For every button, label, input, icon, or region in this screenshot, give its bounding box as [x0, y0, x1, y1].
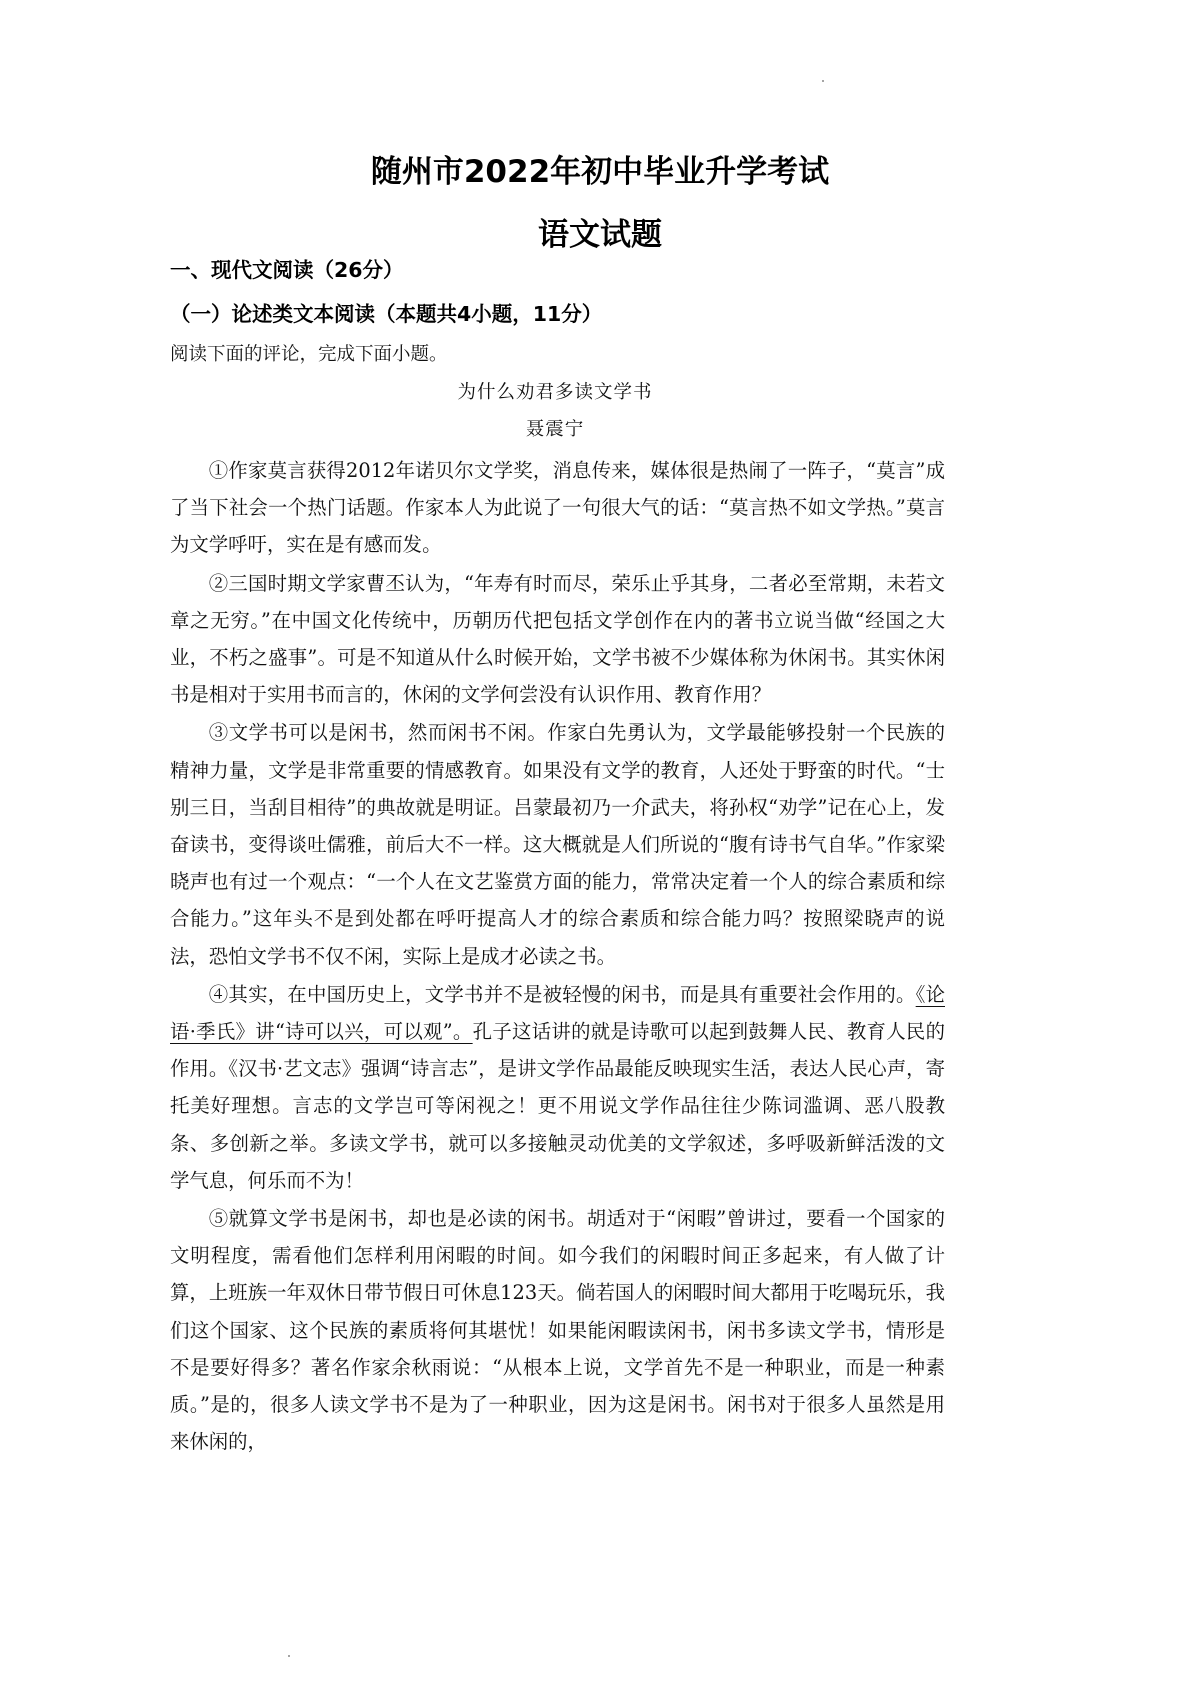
paragraph-5: ⑤就算文学书是闲书，却也是必读的闲书。胡适对于“闲暇”曾讲过，要看一个国家的文明程度，需看他们怎样利用闲暇的时间。如今我们的闲暇时间正多起来，有人做了计算，上班族一年双休日带节假日可休息123天。倘若国人的闲暇时间大都用于吃喝玩乐，我们这个国家、这个民族的素质将何其堪忧！如果能闲暇读闲书，闲书多读文学书，情形是不是要好得多？著名作家余秋雨说：“从根本上说，文学首先不是一种职业，而是一种素质。”是的，很多人读文学书不是为了一种职业，因为这是闲书。闲书对于很多人虽然是用来休闲的，: [170, 1207, 945, 1454]
article-author: 聂震宁: [525, 419, 585, 440]
paragraph-2: ②三国时期文学家曹丕认为，“年寿有时而尽，荣乐止乎其身，二者必至常期，未若文章之无穷。”在中国文化传统中，历朝历代把包括文学创作在内的著书立说当做“经国之大业，不朽之盛事”。可是不知道从什么时候开始，文学书被不少媒体称为休闲书。其实休闲书是相对于实用书而言的，休闲的文学何尝没有认识作用、教育作用？: [170, 571, 945, 707]
paragraph-3: ③文学书可以是闲书，然而闲书不闲。作家白先勇认为，文学最能够投射一个民族的精神力量，文学是非常重要的情感教育。如果没有文学的教育，人还处于野蛮的时代。“士别三日，当刮目相待”的典故就是明证。吕蒙最初乃一介武夫，将孙权“劝学”记在心上，发奋读书，变得谈吐儒雅，前后大不一样。这大概就是人们所说的“腹有诗书气自华。”作家梁晓声也有过一个观点：“一个人在文艺鉴赏方面的能力，常常决定着一个人的综合素质和综合能力。”这年头不是到处都在呼吁提高人才的综合素质和综合能力吗？按照梁晓声的说法，恐怕文学书不仅不闲，实际上是成才必读之书。: [170, 721, 945, 968]
reading-instruction: 阅读下面的评论，完成下面小题。: [170, 344, 448, 365]
article-title: 为什么劝君多读文学书: [457, 382, 653, 403]
paragraph-4-rest: 孔子这话讲的就是诗歌可以起到鼓舞人民、教育人民的作用。《汉书·艺文志》强调“诗言志”，是讲文学作品最能反映现实生活，表达人民心声，寄托美好理想。言志的文学岂可等闲视之！更不用说文学作品往往少陈词滥调、恶八股教条、多创新之举。多读文学书，就可以多接触灵动优美的文学叙述，多呼吸新鲜活泼的文学气息，何乐而不为！: [170, 1020, 945, 1192]
article-body: [170, 452, 945, 1461]
underlined-quote: 《论语·季氏》讲“诗可以兴，可以观”。: [170, 982, 945, 1044]
section-heading: 一、现代文阅读（26分）: [170, 258, 404, 282]
paragraph-4: [170, 976, 945, 1199]
scan-speck: [822, 80, 824, 82]
scan-speck: [288, 1655, 290, 1657]
exam-subtitle: 语文试题: [538, 217, 662, 253]
paragraph-1: ①作家莫言获得2012年诺贝尔文学奖，消息传来，媒体很是热闹了一阵子，“莫言”成了当下社会一个热门话题。作家本人为此说了一句很大气的话：“莫言热不如文学热。”莫言为文学呼吁，实在是有感而发。: [170, 459, 945, 557]
part-heading: （一）论述类文本阅读（本题共4小题，11分）: [170, 302, 603, 326]
paragraph-4-lead: ④其实，在中国历史上，文学书并不是被轻慢的闲书，而是具有重要社会作用的。: [208, 982, 916, 1006]
exam-title: 随州市2022年初中毕业升学考试: [370, 154, 830, 190]
